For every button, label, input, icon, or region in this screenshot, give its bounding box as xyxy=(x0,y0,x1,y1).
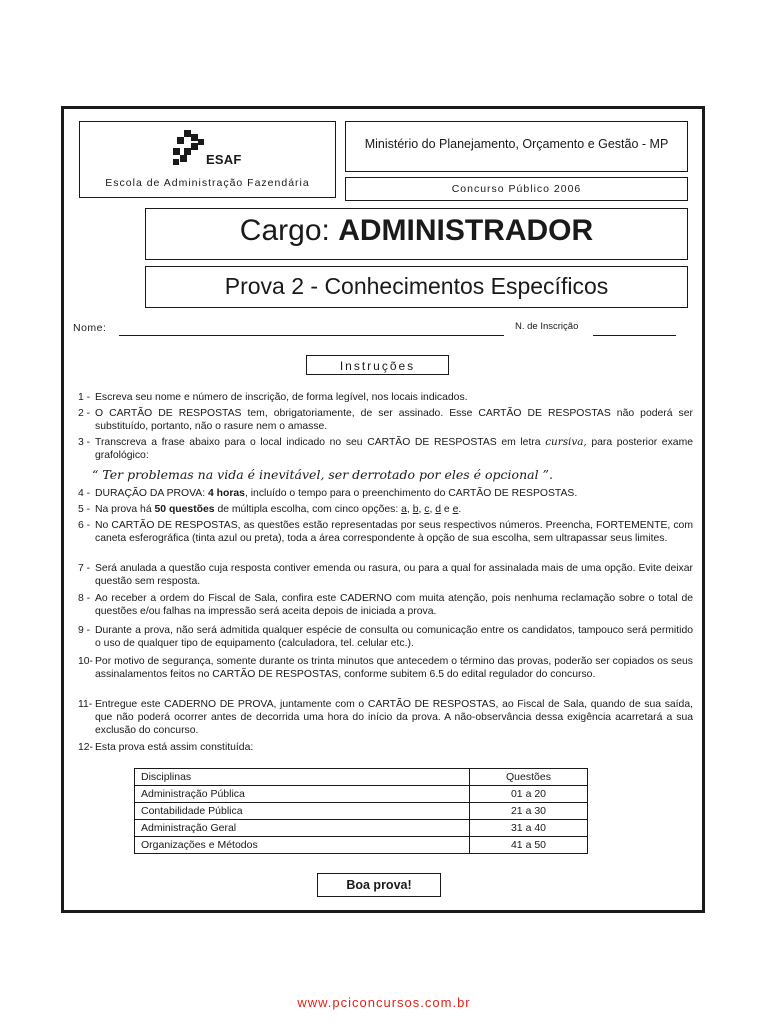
option-c: c xyxy=(424,504,430,515)
logo-text: ESAF xyxy=(206,152,242,167)
item-number: 6 - xyxy=(78,520,91,531)
option-e: e xyxy=(452,504,459,515)
instrucoes-title: Instruções xyxy=(339,359,416,373)
option-a: a xyxy=(401,504,407,515)
item-number: 8 - xyxy=(78,593,91,604)
table-row xyxy=(135,786,588,803)
boa-prova-label: Boa prova! xyxy=(346,878,412,892)
cargo-prefix: Cargo: xyxy=(239,214,330,247)
item-text: O CARTÃO DE RESPOSTAS tem, obrigatoriamente, de ser assinado. Esse CARTÃO DE RESPOSTAS não poderá ser substituído, portanto, não o rasure nem o amasse. xyxy=(95,408,693,432)
cargo-title xyxy=(145,214,688,248)
item-number: 2 - xyxy=(78,408,91,419)
concurso-label: Concurso Público 2006 xyxy=(451,183,582,195)
item-text: Será anulada a questão cuja resposta contiver emenda ou rasura, ou para a qual for assinalada mais de uma opção. Evite deixar questão sem resposta. xyxy=(95,563,693,587)
instruction-item-11 xyxy=(78,698,693,737)
cargo-name: ADMINISTRADOR xyxy=(338,214,594,247)
item-cursive-word: cursiva, xyxy=(545,436,587,448)
instruction-item-9 xyxy=(78,624,693,650)
instruction-item-12 xyxy=(78,741,693,754)
instruction-item-10 xyxy=(78,655,693,681)
footer-site-link[interactable]: www.pciconcursos.com.br xyxy=(297,995,471,1010)
instruction-item-1 xyxy=(78,391,693,404)
disciplinas-table xyxy=(134,768,588,854)
item-number: 9 - xyxy=(78,625,91,636)
instruction-item-4 xyxy=(78,487,693,500)
inscricao-label: N. de Inscrição xyxy=(515,321,579,332)
item-text: Ao receber a ordem do Fiscal de Sala, confira este CADERNO com muita atenção, pois nenhuma reclamação sobre o total de questões e/ou falhas na impressão será aceita depois de iniciada a prova. xyxy=(95,593,693,617)
table-header-row xyxy=(135,769,588,786)
item-text: Por motivo de segurança, somente durante os trinta minutos que antecedem o término das provas, poderão ser copiados os seus assinalamentos feitos no CARTÃO DE RESPOSTAS, conforme subitem 6.5 do edital regulador do concurso. xyxy=(95,656,693,680)
instruction-item-6 xyxy=(78,519,693,545)
inscricao-field-line[interactable] xyxy=(593,335,676,336)
item-text: Transcreva a frase abaixo para o local indicado no seu CARTÃO DE RESPOSTAS em letra xyxy=(95,437,541,448)
frase-grafologica: “ Ter problemas na vida é inevitável, ser derrotado por eles é opcional ”. xyxy=(92,467,553,482)
option-d: d xyxy=(435,504,442,515)
table-cell: Organizações e Métodos xyxy=(135,837,470,854)
table-row xyxy=(135,820,588,837)
table-cell: 21 a 30 xyxy=(470,803,588,820)
item-text: DURAÇÃO DA PROVA: xyxy=(95,488,206,499)
item-text: para posterior exame grafológico: xyxy=(95,437,693,461)
instruction-item-7 xyxy=(78,562,693,588)
item-text: , incluído o tempo para o preenchimento do CARTÃO DE RESPOSTAS. xyxy=(244,488,578,499)
item-text: Esta prova está assim constituída: xyxy=(95,742,254,753)
prova-title: Prova 2 - Conhecimentos Específicos xyxy=(224,273,609,299)
ministry-name: Ministério do Planejamento, Orçamento e Gestão - MP xyxy=(364,137,669,151)
instruction-item-5: 5 - Na prova há 50 questões de múltipla escolha, com cinco opções: a, b, c, d e e. xyxy=(78,504,462,515)
nome-label: Nome: xyxy=(73,322,107,334)
table-cell: Administração Pública xyxy=(135,786,470,803)
school-name: Escola de Administração Fazendária xyxy=(105,177,310,189)
instruction-item-3 xyxy=(78,436,693,462)
item-number: 10- xyxy=(78,656,94,667)
item-number: 3 - xyxy=(78,437,91,448)
item-text: No CARTÃO DE RESPOSTAS, as questões estão representadas por seus respectivos números. Preencha, FORTEMENTE, com caneta esferográfica (tinta azul ou preta), toda a área correspondente à opção de sua escolha, sem ultrapassar seus limites. xyxy=(95,520,693,544)
item-number: 1 - xyxy=(78,392,91,403)
item-number: 5 - xyxy=(78,504,91,515)
item-bold: 4 horas xyxy=(207,488,245,499)
table-header-cell: Disciplinas xyxy=(135,769,470,786)
item-bold: 50 questões xyxy=(154,504,215,515)
table-row xyxy=(135,803,588,820)
instruction-item-2 xyxy=(78,407,693,433)
table-cell: 01 a 20 xyxy=(470,786,588,803)
item-text: Entregue este CADERNO DE PROVA, juntamente com o CARTÃO DE RESPOSTAS, ao Fiscal de Sala, quando de sua saída, que não poderá ocorrer antes de decorrida uma hora do início da prova. A não-observância dessa exigência acarretará a sua exclusão do concurso. xyxy=(95,699,693,736)
item-text: de múltipla escolha, com cinco opções: xyxy=(217,504,399,515)
item-number: 11- xyxy=(78,699,93,710)
table-row xyxy=(135,837,588,854)
option-b: b xyxy=(412,504,419,515)
table-cell: 41 a 50 xyxy=(470,837,588,854)
nome-field-line[interactable] xyxy=(119,335,504,336)
table-cell: Administração Geral xyxy=(135,820,470,837)
item-number: 12- xyxy=(78,742,94,753)
item-number: 7 - xyxy=(78,563,91,574)
instruction-item-8 xyxy=(78,592,693,618)
table-header-cell: Questões xyxy=(470,769,588,786)
table-cell: Contabilidade Pública xyxy=(135,803,470,820)
item-number: 4 - xyxy=(78,488,91,499)
table-cell: 31 a 40 xyxy=(470,820,588,837)
item-text: Na prova há xyxy=(95,504,152,515)
item-text: Escreva seu nome e número de inscrição, de forma legível, nos locais indicados. xyxy=(95,392,468,403)
item-text: Durante a prova, não será admitida qualquer espécie de consulta ou comunicação entre os candidatos, tampouco será permitido o uso de qualquer tipo de equipamento (calculadora, tel. celular etc.). xyxy=(95,625,693,649)
